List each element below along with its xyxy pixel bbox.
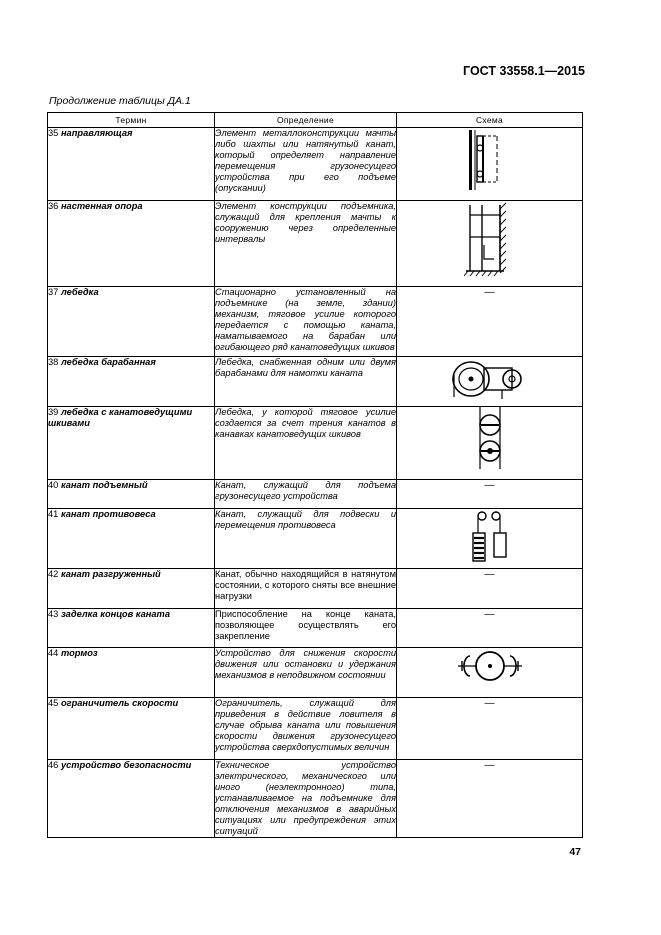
scheme-cell bbox=[397, 698, 583, 760]
definition-cell: Лебедка, снабженная одним или двумя барабанами для намотки каната bbox=[215, 357, 397, 407]
table-row bbox=[48, 509, 583, 569]
term-number: 36 bbox=[48, 201, 59, 211]
table-row bbox=[48, 407, 583, 480]
scheme-dash: — bbox=[484, 480, 495, 491]
table-row bbox=[48, 648, 583, 698]
table-row bbox=[48, 287, 583, 357]
term-name: лебедка барабанная bbox=[60, 357, 156, 367]
term-number: 39 bbox=[48, 407, 59, 417]
term-cell bbox=[48, 509, 215, 569]
scheme-cell bbox=[397, 509, 583, 569]
term-number: 41 bbox=[48, 509, 59, 519]
column-header-definition: Определение bbox=[215, 113, 397, 128]
definition-cell: Канат, служащий для подвески и перемещения противовеса bbox=[215, 509, 397, 569]
scheme-cell bbox=[397, 201, 583, 287]
terms-table bbox=[47, 112, 583, 838]
definition-cell: Приспособление на конце каната, позволяющее осуществлять его закрепление bbox=[215, 609, 397, 648]
term-cell bbox=[48, 128, 215, 201]
term-number: 45 bbox=[48, 698, 59, 708]
term-cell bbox=[48, 480, 215, 509]
standard-id: ГОСТ 33558.1—2015 bbox=[463, 64, 585, 78]
scheme-cell bbox=[397, 287, 583, 357]
term-name: заделка концов каната bbox=[60, 609, 170, 619]
traction-winch-diagram bbox=[470, 407, 510, 471]
definition-cell: Стационарно установленный на подъемнике (на земле, здании) механизм, тяговое усилие которого передается с помощью каната, наматываемого на барабан или огибающего ряд канатоведущих шкивов bbox=[215, 287, 397, 357]
scheme-cell bbox=[397, 407, 583, 480]
term-name: канат противовеса bbox=[60, 509, 156, 519]
term-cell bbox=[48, 648, 215, 698]
scheme-cell bbox=[397, 128, 583, 201]
scheme-cell bbox=[397, 760, 583, 838]
term-cell bbox=[48, 569, 215, 609]
definition-cell: Канат, служащий для подъема грузонесущего устройства bbox=[215, 480, 397, 509]
table-row bbox=[48, 201, 583, 287]
definition-cell: Элемент металлоконструкции мачты либо шахты или натянутый канат, который определяет направление перемещения грузонесущего устройства при его подъеме (опускании) bbox=[215, 128, 397, 201]
term-name: ограничитель скорости bbox=[60, 698, 179, 708]
page-number: 47 bbox=[569, 846, 581, 858]
column-header-term: Термин bbox=[48, 113, 215, 128]
term-name: тормоз bbox=[60, 648, 98, 658]
table-row bbox=[48, 357, 583, 407]
scheme-dash: — bbox=[484, 287, 495, 298]
table-row bbox=[48, 760, 583, 838]
table-row bbox=[48, 128, 583, 201]
term-name: направляющая bbox=[60, 128, 133, 138]
scheme-cell bbox=[397, 569, 583, 609]
term-number: 35 bbox=[48, 128, 59, 138]
table-row bbox=[48, 569, 583, 609]
term-number: 44 bbox=[48, 648, 59, 658]
term-cell bbox=[48, 698, 215, 760]
term-name: канат подъемный bbox=[60, 480, 148, 490]
term-number: 42 bbox=[48, 569, 59, 579]
definition-cell: Элемент конструкции подъемника, служащий для крепления мачты к сооружению через определенные интервалы bbox=[215, 201, 397, 287]
wall-tie-diagram bbox=[464, 201, 516, 277]
scheme-dash: — bbox=[484, 760, 495, 771]
term-name: лебедка с канатоведущими шкивами bbox=[48, 407, 193, 428]
definition-cell: Техническое устройство электрического, механического или иного (неэлектронного) типа, устанавливаемое на подъемнике для отключения механизмов в аварийных ситуациях или предупреждения этих ситуаций bbox=[215, 760, 396, 836]
counterweight-rope-diagram bbox=[470, 509, 510, 563]
scheme-cell bbox=[397, 357, 583, 407]
term-number: 38 bbox=[48, 357, 59, 367]
term-name: канат разгруженный bbox=[60, 569, 161, 579]
term-cell bbox=[48, 609, 215, 648]
term-name: устройство безопасности bbox=[60, 760, 192, 770]
table-caption: Продолжение таблицы ДА.1 bbox=[49, 95, 191, 107]
term-number: 46 bbox=[48, 760, 59, 770]
definition-cell: Устройство для снижения скорости движения или остановки и удержания механизмов в неподвижном состоянии bbox=[215, 648, 397, 698]
scheme-cell bbox=[397, 609, 583, 648]
scheme-dash: — bbox=[484, 698, 495, 709]
term-cell bbox=[48, 760, 215, 838]
definition-cell: Канат, обычно находящийся в натянутом состоянии, с которого сняты все внешние нагрузки bbox=[215, 569, 397, 609]
term-name: лебедка bbox=[60, 287, 99, 297]
table-header-row bbox=[48, 113, 583, 128]
term-cell bbox=[48, 357, 215, 407]
term-cell bbox=[48, 201, 215, 287]
scheme-cell bbox=[397, 480, 583, 509]
term-cell bbox=[48, 407, 215, 480]
definition-cell: Лебедка, у которой тяговое усилие создается за счет трения канатов в канавках канатоведущих шкивов bbox=[215, 407, 397, 480]
term-cell bbox=[48, 287, 215, 357]
scheme-dash: — bbox=[484, 609, 495, 620]
definition-cell: Ограничитель, служащий для приведения в действие ловителя в случае обрыва каната или повышения скорости движения грузонесущего устройства сверхдопустимых величин bbox=[215, 698, 397, 760]
scheme-cell bbox=[397, 648, 583, 698]
term-number: 40 bbox=[48, 480, 59, 490]
column-header-scheme: Схема bbox=[397, 113, 583, 128]
table-row bbox=[48, 480, 583, 509]
term-name: настенная опора bbox=[60, 201, 143, 211]
table-row bbox=[48, 609, 583, 648]
term-number: 37 bbox=[48, 287, 59, 297]
drum-winch-diagram bbox=[450, 357, 530, 401]
scheme-dash: — bbox=[484, 569, 495, 580]
table-row bbox=[48, 698, 583, 760]
term-number: 43 bbox=[48, 609, 59, 619]
guide-rail-diagram bbox=[467, 128, 513, 192]
brake-diagram bbox=[458, 648, 522, 684]
